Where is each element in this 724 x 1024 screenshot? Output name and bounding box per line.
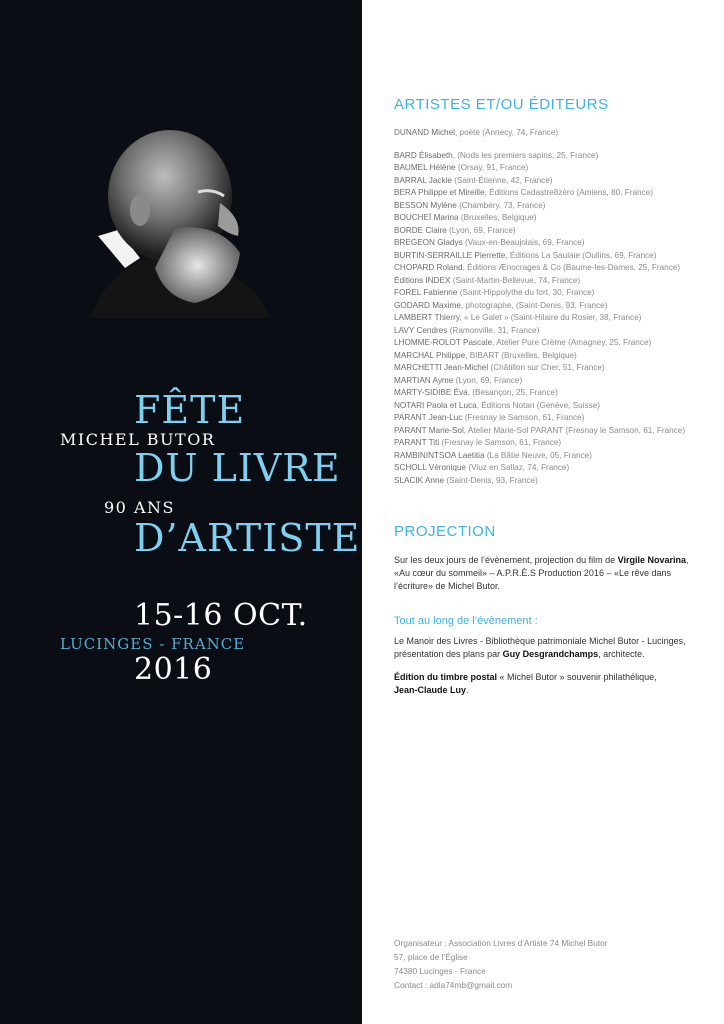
- artist-entry: [394, 212, 704, 225]
- artist-detail: (Lyon, 69, France): [446, 225, 516, 235]
- artist-detail: (Vaux-en-Beaujolais, 69, France): [462, 238, 585, 247]
- event-dates: 15-16 OCT.: [134, 598, 308, 633]
- artist-entry: [394, 162, 704, 175]
- michel-butor-portrait: [70, 118, 270, 318]
- artist-entry: [394, 362, 704, 375]
- artist-entry: [394, 187, 704, 200]
- artist-name: BAUMEL Hélène: [394, 163, 456, 172]
- artist-detail: (Chambéry, 73, France): [456, 200, 546, 210]
- artist-detail: (Viuz en Sallaz, 74, France): [466, 463, 570, 472]
- artist-name: MARCHETTI Jean-Michel: [394, 363, 489, 372]
- artist-name: BERA Philippe et Mireille: [394, 188, 485, 197]
- stamp-text: Édition du timbre postal « Michel Butor » souvenir philathélique, Jean-Claude Luy.: [394, 672, 657, 695]
- artist-name: PARANT Marie-Sol: [394, 425, 464, 435]
- artist-entry: [394, 337, 704, 350]
- artist-entry: [394, 300, 704, 313]
- projection-heading: PROJECTION: [394, 523, 496, 540]
- artist-entry: [394, 475, 704, 488]
- artist-name: NOTARI Paola et Luca: [394, 400, 477, 410]
- artist-detail: (Ramonville, 31, France): [447, 325, 540, 335]
- artist-detail: (Fresnay le Samson, 61, France): [439, 438, 562, 447]
- artist-name: LAVY Cendres: [394, 325, 448, 335]
- author-age: 90 ANS: [104, 498, 175, 517]
- projection-text: Sur les deux jours de l’évènement, projection du film de Virgile Novarina, «Au cœur du sommeil» – A.P.R.È.S Production 2016 – «Le rêve dans l’écriture» de Michel Butor.: [394, 555, 689, 591]
- artist-detail: (La Bâtie Neuve, 05, France): [484, 450, 592, 460]
- artist-entry: [394, 450, 704, 463]
- footer-address: 57, place de l’Église: [394, 952, 468, 962]
- artist-detail: (Saint-Hippolythe du fort, 30, France): [457, 288, 595, 297]
- artist-name: GODARD Maxime: [394, 300, 461, 310]
- artist-detail: (Saint-Martin-Bellevue, 74, France): [450, 275, 581, 285]
- artist-name: BURTIN-SERRAILLE Pierrette: [394, 250, 506, 260]
- organizer-footer: [394, 936, 608, 992]
- artist-name: FOREL Fabienne: [394, 288, 458, 297]
- artist-name: SLACIK Anne: [394, 475, 445, 485]
- artist-name: Éditions INDEX: [394, 275, 451, 285]
- artist-name: CHOPARD Roland: [394, 263, 463, 272]
- right-column: [394, 96, 704, 697]
- event-year: 2016: [134, 652, 213, 687]
- artist-detail: (Saint-Étienne, 42, France): [451, 175, 553, 185]
- artist-detail: (Orsay, 91, France): [455, 163, 529, 172]
- author-name: MICHEL BUTOR: [60, 430, 216, 449]
- artist-detail: (Lyon, 69, France): [453, 375, 523, 385]
- artist-detail: , Atelier Pure Crème (Amagney, 25, France): [492, 338, 652, 347]
- artist-entry: [394, 250, 704, 263]
- artist-entry: [394, 275, 704, 288]
- artist-entry: [394, 225, 704, 238]
- artist-entry: [394, 425, 704, 438]
- footer-city: 74380 Lucinges - France: [394, 966, 486, 976]
- artist-list: [394, 150, 704, 488]
- artist-detail: , Éditions Cadastre8zéro (Amiens, 80, France): [484, 188, 653, 197]
- artist-name: LAMBERT Thierry: [394, 313, 460, 322]
- artist-name: BESSON Mylène: [394, 200, 457, 210]
- artist-name: MARTY-SIDIBE Éva: [394, 388, 468, 397]
- footer-contact[interactable]: Contact : adla74mb@gmail.com: [394, 980, 513, 990]
- artist-entry: [394, 237, 704, 250]
- artist-detail: , photographe, (Saint-Denis, 93, France): [460, 300, 608, 310]
- artist-detail: , BIBART (Bruxelles, Belgique): [465, 350, 577, 360]
- artist-entry: [394, 375, 704, 388]
- artist-name: BARRAL Jackie: [394, 175, 452, 185]
- artist-name: SCHOLL Véronique: [394, 463, 467, 472]
- artist-entry: [394, 150, 704, 163]
- artist-detail: (Châtillon sur Cher, 51, France): [488, 363, 605, 372]
- artist-name: MARTIAN Ayme: [394, 375, 454, 385]
- artist-detail: , Éditions Notari (Genève, Suisse): [476, 400, 600, 410]
- artist-entry: [394, 412, 704, 425]
- artist-entry: [394, 400, 704, 413]
- title-fete: FÊTE: [134, 388, 246, 432]
- artist-name: LHOMME-ROLOT Pascale: [394, 338, 493, 347]
- artist-entry: [394, 437, 704, 450]
- artist-name: PARANT Titi: [394, 438, 440, 447]
- artist-detail: , « Le Galet » (Saint-Hilaire du Rosier, 38, France): [459, 313, 642, 322]
- artist-detail: , Éditions Ænocrages & Co (Baume-les-Dames, 25, France): [462, 263, 681, 272]
- artist-detail: (Fresnay le Samson, 61, France): [462, 413, 585, 422]
- artist-detail: , Éditions La Saulaie (Oullins, 69, France): [505, 250, 657, 260]
- artist-entry: [394, 262, 704, 275]
- artist-entry: [394, 350, 704, 363]
- event-location: LUCINGES - FRANCE: [60, 635, 246, 653]
- artist-entry: [394, 387, 704, 400]
- artist-name: BORDE Claire: [394, 225, 447, 235]
- title-dartiste: D’ARTISTE: [134, 516, 361, 560]
- artist-name: RAMBININTSOA Laetitia: [394, 450, 485, 460]
- manoir-text: Le Manoir des Livres - Bibliothèque patrimoniale Michel Butor - Lucinges, présentation des plans par Guy Desgrandchamps, architecte.: [394, 636, 686, 659]
- artist-name: PARANT Jean-Luc: [394, 413, 463, 422]
- title-du-livre: DU LIVRE: [134, 446, 341, 490]
- artist-name: MARCHAL Philippe: [394, 350, 466, 360]
- artist-detail: , Atelier Marie-Sol PARANT (Fresnay le Samson, 61, France): [463, 425, 686, 435]
- artist-name: BREGEON Gladys: [394, 238, 463, 247]
- artist-entry: [394, 175, 704, 188]
- artist-detail: , (Besançon, 25, France): [467, 388, 558, 397]
- artist-entry: [394, 287, 704, 300]
- artist-name: BOUCHEÏ Marina: [394, 213, 459, 222]
- artist-detail: (Bruxelles, Belgique): [458, 213, 537, 222]
- artist-entry: [394, 325, 704, 338]
- event-heading: Tout au long de l’évènement :: [394, 615, 538, 627]
- artist-name: BARD Élisabeth: [394, 150, 453, 160]
- footer-organizer: Organisateur : Association Livres d’Artiste 74 Michel Butor: [394, 938, 608, 948]
- artists-heading: ARTISTES ET/OU ÉDITEURS: [394, 96, 609, 113]
- artist-entry: [394, 462, 704, 475]
- artist-entry: [394, 312, 704, 325]
- artist-detail: , (Nods les premiers sapins, 25, France): [452, 150, 599, 160]
- artist-first: DUNAND Michel, poète (Annecy, 74, France): [394, 128, 559, 137]
- artist-detail: (Saint-Denis, 93, France): [444, 475, 538, 485]
- artist-entry: [394, 200, 704, 213]
